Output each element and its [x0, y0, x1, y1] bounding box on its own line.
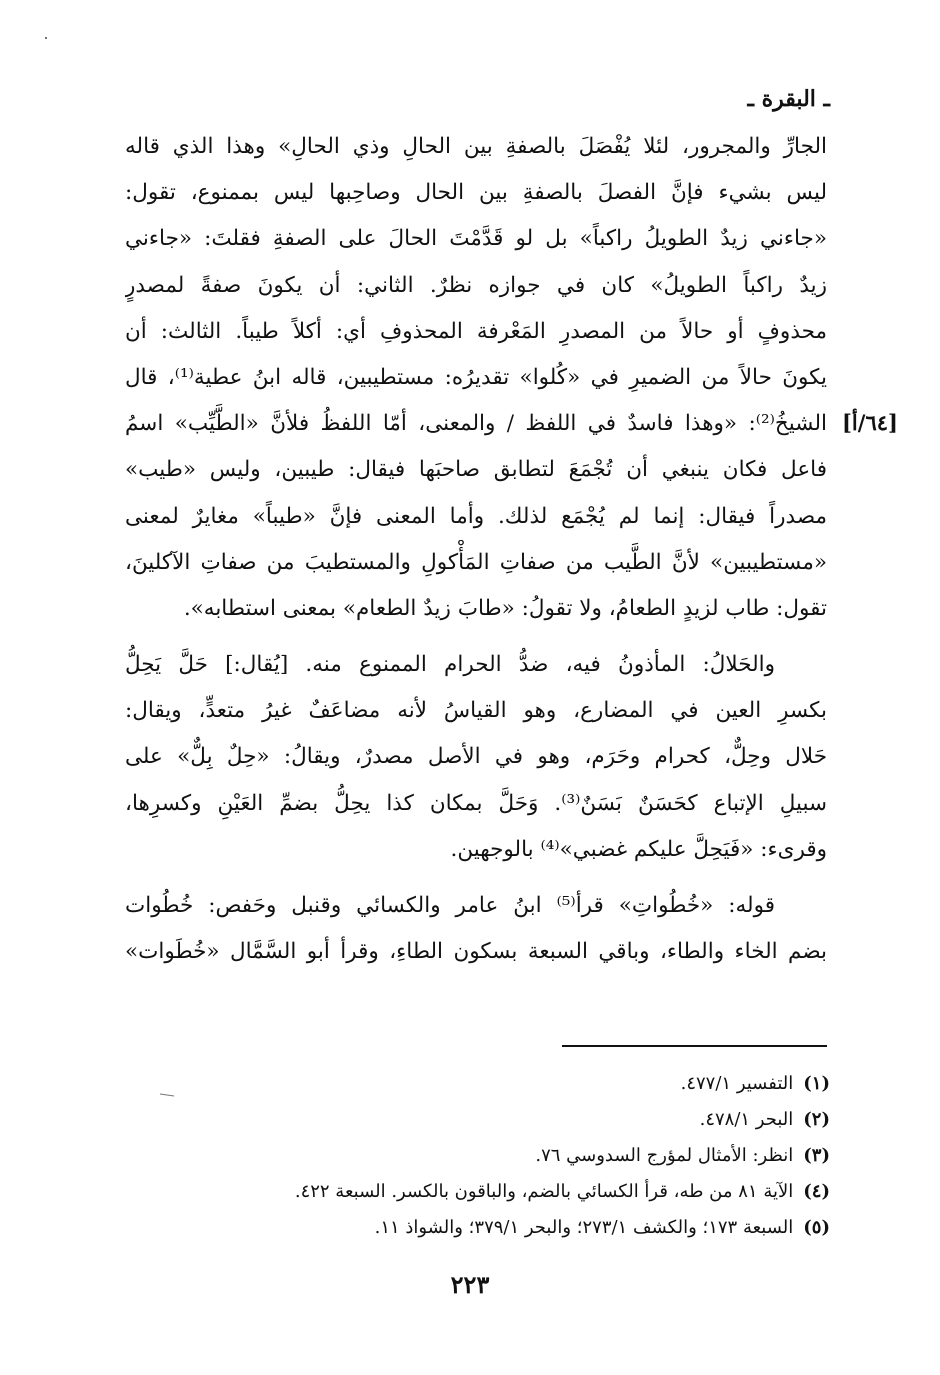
footnote-marker: (٣): [803, 1145, 830, 1166]
text-line: الشيخُ⁽²⁾: «وهذا فاسدٌ في اللفظ / والمعنى، أمّا اللفظُ فلأنَّ «الطَّيِّب» اسمُ: [125, 411, 827, 437]
text-line: «مستطيبين» لأنَّ الطَّيب من صفاتِ المَأْكولِ والمستطيبَ من صفاتِ الآكلينَ،: [125, 549, 827, 575]
footnote-text: البحر ٤٧٨/١.: [699, 1109, 794, 1130]
running-head: ـ البقرة ـ: [747, 86, 830, 112]
footnote-marker: (١): [803, 1073, 830, 1094]
text-line: والحَلالُ: المأذونُ فيه، ضدُّ الحرام الممنوع منه. [يُقال:] حَلَّ يَحِلُّ: [125, 652, 775, 678]
text-line: سبيلِ الإتباع كحَسَنٌ بَسَنٌ⁽³⁾. وَحَلَّ بمكان كذا يحِلُّ بضمِّ العَيْنِ وكسرِها،: [125, 790, 827, 816]
footnote-text: الآية ٨١ من طه، قرأ الكسائي بالضم، والباقون بالكسر. السبعة ٤٢٢.: [294, 1181, 794, 1202]
text-line: حَلال وحِلٌّ، كحرام وحَرَم، وهو في الأصل مصدرٌ، ويقالُ: «حِلٌ بِلٌّ» على: [125, 744, 827, 770]
manuscript-folio-marker: [٦٤/أ]: [842, 410, 898, 435]
text-line: قوله: «خُطُواتِ» قرأ⁽⁵⁾ ابنُ عامر والكسائي وقنبل وحَفص: خُطُوات: [125, 893, 775, 918]
scan-speck: [45, 37, 47, 39]
footnote-text: انظر: الأمثال لمؤرج السدوسي ٧٦.: [535, 1145, 794, 1166]
footnote-text: التفسير ٤٧٧/١.: [680, 1073, 794, 1094]
page-number: ٢٢٣: [450, 1270, 490, 1299]
text-line: الجارِّ والمجرور، لئلا يُفْصَلَ بالصفةِ بين الحالِ وذي الحالِ» وهذا الذي قاله: [125, 134, 827, 159]
footnote-marker: (٤): [803, 1181, 830, 1202]
text-line: بضم الخاء والطاء، وباقي السبعة بسكون الطاءِ، وقرأ أبو السَّمَّال «خُطَوات»: [125, 939, 827, 965]
text-line: فاعل فكان ينبغي أن تُجْمَعَ لتطابق صاحبَها فيقال: طيبين، وليس «طيب»: [125, 457, 827, 483]
text-line: زيدٌ راكباً الطويلُ» كان في جوازه نظرٌ. الثاني: أن يكونَ صفةً لمصدرٍ: [125, 272, 827, 298]
text-line: وقرىء: «فَيَحِلَّ عليكم غضبي»⁽⁴⁾ بالوجهين.: [450, 836, 827, 862]
scan-speck: [160, 1094, 174, 1096]
text-line: بكسرِ العين في المضارع، وهو القياسُ لأنه مضاعَفٌ غيرُ متعدٍّ، ويقال:: [125, 698, 827, 724]
text-line: تقول: طاب لزيدٍ الطعامُ، ولا تقولُ: «طابَ زيدٌ الطعام» بمعنى استطابه».: [183, 595, 827, 621]
text-line: «جاءني زيدٌ الطويلُ راكباً» بل لو قَدَّمْتَ الحالَ على الصفةِ فقلتَ: «جاءني: [125, 226, 827, 252]
text-line: محذوفٍ أو حالاً من المصدرِ المَعْرفة المحذوفِ أي: أكلاً طيباً. الثالث: أن: [125, 318, 827, 344]
footnote-text: السبعة ١٧٣؛ والكشف ٢٧٣/١؛ والبحر ٣٧٩/١؛ والشواذ ١١.: [374, 1217, 794, 1238]
text-line: يكونَ حالاً من الضميرِ في «كُلوا» تقديرُه: مستطيبين، قاله ابنُ عطية⁽¹⁾، قال: [125, 364, 827, 390]
footnote-marker: (٥): [803, 1217, 830, 1238]
footnote-marker: (٢): [803, 1109, 830, 1130]
text-line: مصدراً فيقال: إنما لم يُجْمَع لذلك. وأما المعنى فإنَّ «طيباً» مغايرٌ لمعنى: [125, 503, 827, 529]
text-line: ليس بشيء فإنَّ الفصلَ بالصفةِ بين الحال وصاحِبها ليس بممنوع، تقول:: [125, 180, 827, 206]
